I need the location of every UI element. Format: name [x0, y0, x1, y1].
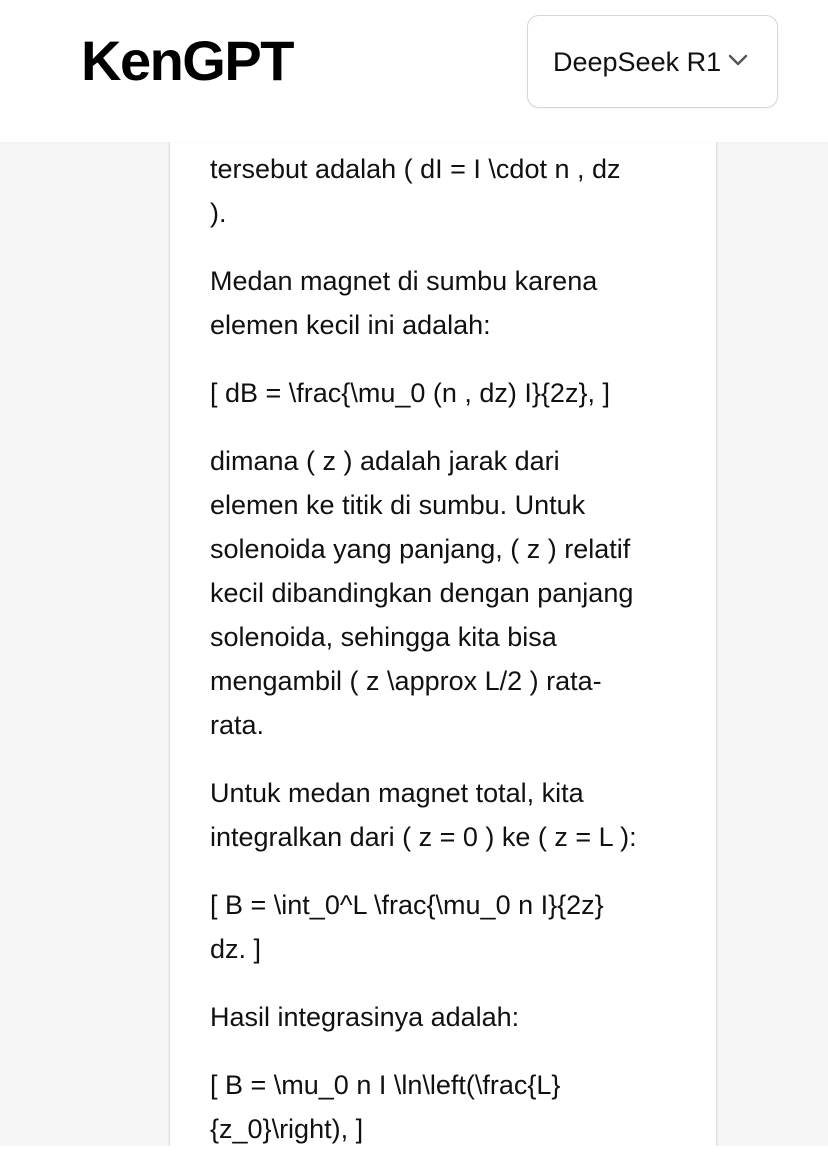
bottom-bar: [0, 1146, 828, 1165]
message-paragraph: dimana ( z ) adalah jarak dari elemen ke titik di sumbu. Untuk solenoida yang panjang, ( z ) relatif kecil dibandingkan dengan panjang solenoida, sehingga kita bisa mengambil ( z \approx L/2 ) rata- rata.: [210, 446, 634, 740]
app-header: [0, 0, 828, 142]
message-paragraph: Untuk medan magnet total, kita integralkan dari ( z = 0 ) ke ( z = L ):: [210, 778, 637, 852]
chevron-down-icon: [728, 53, 748, 67]
assistant-message-card: [170, 142, 716, 1146]
message-paragraph: [ B = \mu_0 n I \ln\left(\frac{L} {z_0}\right), ]: [210, 1070, 561, 1144]
model-selector-value: DeepSeek R1: [553, 47, 722, 77]
message-paragraph: tersebut adalah ( dI = I \cdot n , dz ).: [210, 154, 621, 228]
app-title: KenGPT: [81, 29, 293, 92]
message-paragraph: Hasil integrasinya adalah:: [210, 1002, 520, 1032]
message-paragraph: [ B = \int_0^L \frac{\mu_0 n I}{2z} dz. ]: [210, 890, 604, 964]
model-selector[interactable]: [527, 15, 778, 108]
message-paragraph: Medan magnet di sumbu karena elemen kecil ini adalah:: [210, 266, 598, 340]
message-paragraph: [ dB = \frac{\mu_0 (n , dz) I}{2z}, ]: [210, 378, 610, 408]
